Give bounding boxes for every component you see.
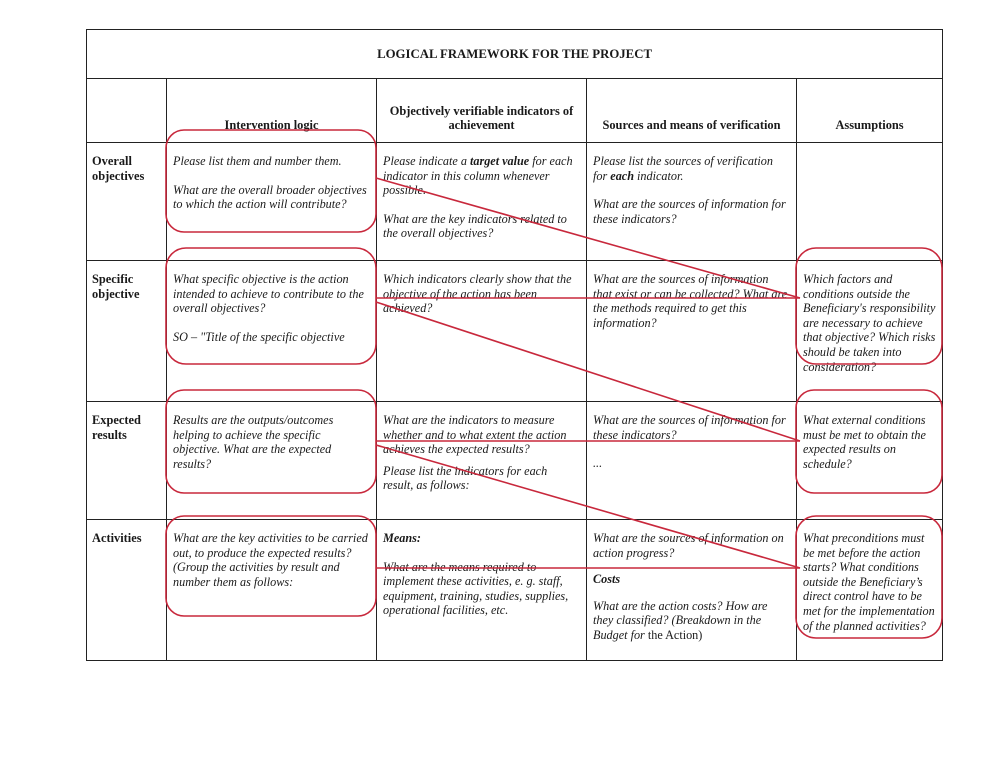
specific-assumptions-cell: Which factors and conditions outside the Beneficiary's responsibility are necessary to achieve that objective? Which risks should be taken into consideration? (797, 261, 943, 402)
activities-indicators-cell: Means: What are the means required to implement these activities, e. g. staff, equipment, training, studies, supplies, operational facilities, etc. (377, 520, 587, 661)
results-indicators-cell: What are the indicators to measure whether and to what extent the action achieves the expected results? Please list the indicators for each result, as follows: (377, 402, 587, 520)
logframe-table (86, 29, 943, 661)
row-label-activities: Activities (87, 520, 167, 661)
header-row (87, 79, 943, 143)
header-sources: Sources and means of verification (587, 79, 797, 143)
row-overall-objectives (87, 143, 943, 261)
row-label-overall: Overall objectives (87, 143, 167, 261)
overall-logic-cell: Please list them and number them. What are the overall broader objectives to which the action will contribute? (167, 143, 377, 261)
row-expected-results (87, 402, 943, 520)
header-intervention-logic: Intervention logic (167, 79, 377, 143)
header-indicators: Objectively verifiable indicators of achievement (377, 79, 587, 143)
specific-indicators-cell: Which indicators clearly show that the objective of the action has been achieved? (377, 261, 587, 402)
overall-sources-cell: Please list the sources of verification for each indicator. What are the sources of information for these indicators? (587, 143, 797, 261)
overall-assumptions-cell (797, 143, 943, 261)
overall-indicators-cell: Please indicate a target value for each indicator in this column whenever possible. What are the key indicators related to the overall objectives? (377, 143, 587, 261)
title-row (87, 30, 943, 79)
header-assumptions: Assumptions (797, 79, 943, 143)
activities-assumptions-cell: What preconditions must be met before the action starts? What conditions outside the Beneficiary’s direct control have to be met for the implementation of the planned activities? (797, 520, 943, 661)
results-sources-cell: What are the sources of information for these indicators? ... (587, 402, 797, 520)
row-specific-objective (87, 261, 943, 402)
row-label-specific: Specific objective (87, 261, 167, 402)
results-assumptions-cell: What external conditions must be met to obtain the expected results on schedule? (797, 402, 943, 520)
header-empty (87, 79, 167, 143)
specific-logic-cell: What specific objective is the action intended to achieve to contribute to the overall objectives? SO – "Title of the specific objective (167, 261, 377, 402)
row-label-results: Expected results (87, 402, 167, 520)
results-logic-cell: Results are the outputs/outcomes helping to achieve the specific objective. What are the expected results? (167, 402, 377, 520)
activities-sources-cell: What are the sources of information on action progress? Costs What are the action costs? How are they classified? (Breakdown in the Budget for the Action) (587, 520, 797, 661)
table-title: LOGICAL FRAMEWORK FOR THE PROJECT (87, 30, 943, 79)
specific-sources-cell: What are the sources of information that exist or can be collected? What are the methods required to get this information? (587, 261, 797, 402)
activities-logic-cell: What are the key activities to be carried out, to produce the expected results? (Group the activities by result and number them as follows: (167, 520, 377, 661)
row-activities (87, 520, 943, 661)
